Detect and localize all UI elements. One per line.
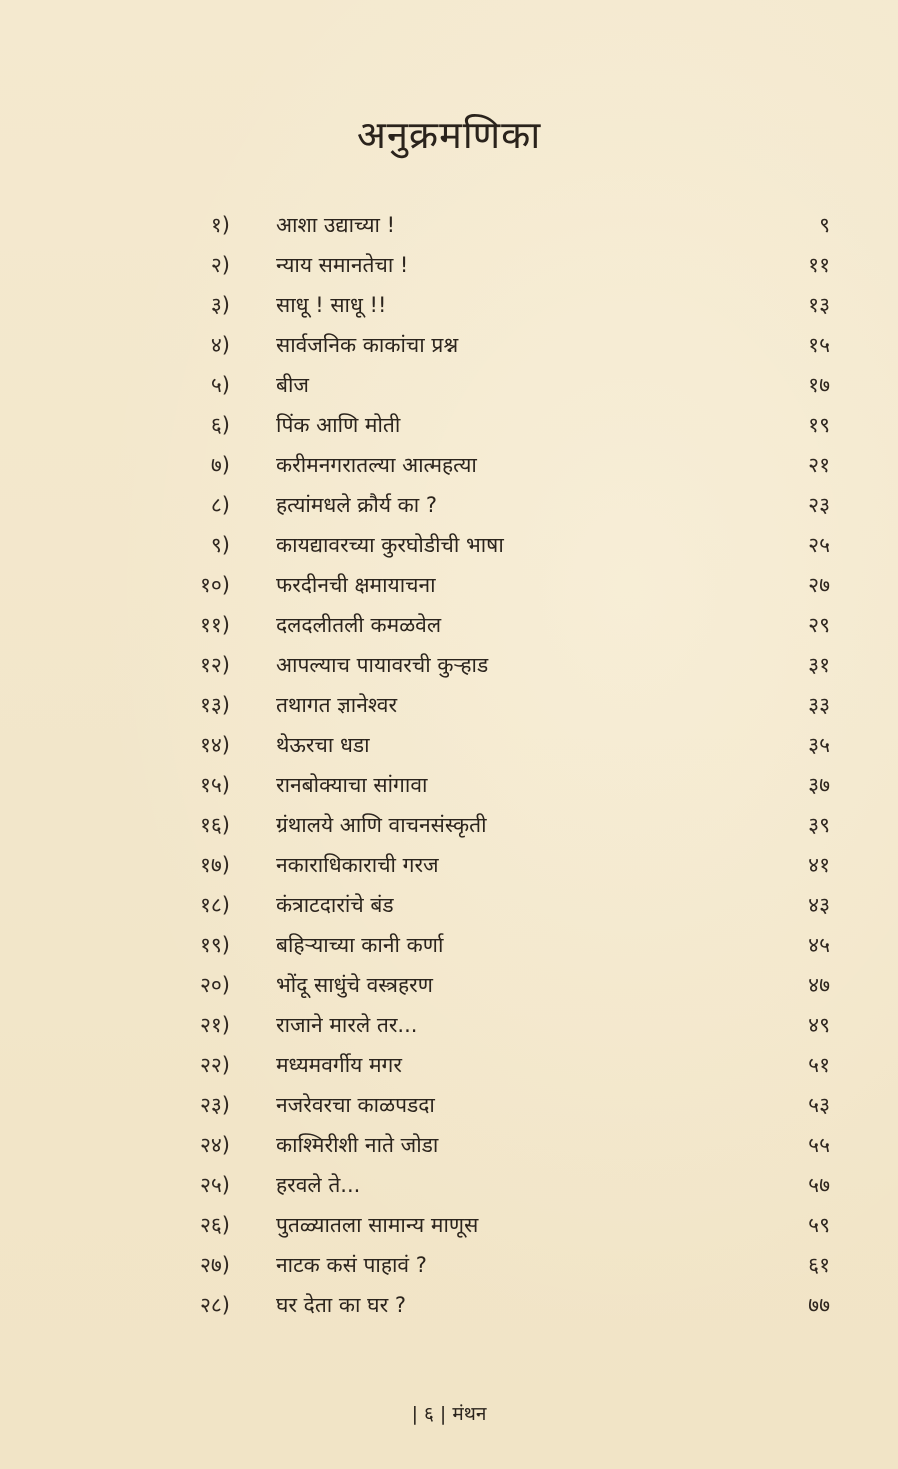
toc-page: ११: [808, 253, 830, 277]
toc-number: १५): [199, 773, 230, 797]
toc-page: २५: [808, 533, 830, 557]
toc-row: [0, 365, 898, 405]
toc-page: ४७: [808, 973, 830, 997]
toc-title: मध्यमवर्गीय मगर: [276, 1053, 402, 1077]
toc-title: नकाराधिकाराची गरज: [276, 853, 439, 877]
toc-number: २४): [199, 1133, 230, 1157]
toc-title: फरदीनची क्षमायाचना: [276, 573, 436, 597]
toc-page: ४१: [808, 853, 830, 877]
toc-title: भोंदू साधुंचे वस्त्रहरण: [276, 973, 433, 997]
toc-row: [0, 845, 898, 885]
toc-title: ग्रंथालये आणि वाचनसंस्कृती: [276, 813, 487, 837]
toc-row: [0, 1205, 898, 1245]
toc-number: १२): [199, 653, 230, 677]
toc-title: थेऊरचा धडा: [276, 733, 370, 757]
toc-row: [0, 1165, 898, 1205]
toc-row: [0, 405, 898, 445]
toc-page: १९: [808, 413, 830, 437]
toc-number: १६): [199, 813, 230, 837]
page-title: अनुक्रमणिका: [356, 113, 542, 157]
toc-title: सार्वजनिक काकांचा प्रश्न: [276, 333, 459, 357]
toc-title: कंत्राटदारांचे बंड: [276, 893, 394, 917]
toc-title: काश्मिरीशी नाते जोडा: [276, 1133, 439, 1157]
toc-number: २२): [199, 1053, 230, 1077]
toc-row: [0, 1245, 898, 1285]
toc-row: [0, 205, 898, 245]
toc-number: ७): [210, 453, 230, 477]
toc-title: बीज: [276, 373, 310, 397]
toc-row: [0, 725, 898, 765]
toc-title: न्याय समानतेचा !: [276, 253, 409, 277]
toc-title: तथागत ज्ञानेश्वर: [276, 693, 398, 717]
toc-page: २३: [808, 493, 830, 517]
toc-number: २५): [199, 1173, 230, 1197]
toc-page: ३३: [808, 693, 830, 717]
toc-row: [0, 1285, 898, 1325]
toc-page: ५१: [808, 1053, 830, 1077]
toc-title: पिंक आणि मोती: [276, 413, 401, 437]
toc-page: ५३: [808, 1093, 830, 1117]
toc-page: ३१: [808, 653, 830, 677]
toc-page: ७७: [808, 1293, 830, 1317]
toc-title: आशा उद्याच्या !: [276, 213, 396, 237]
toc-page: २१: [808, 453, 830, 477]
toc-page: ५७: [808, 1173, 830, 1197]
toc-row: [0, 485, 898, 525]
toc-number: २): [210, 253, 230, 277]
toc-row: [0, 1085, 898, 1125]
toc-page: ६१: [808, 1253, 830, 1277]
toc-number: १८): [199, 893, 230, 917]
toc-page: ५५: [808, 1133, 830, 1157]
toc-title: दलदलीतली कमळवेल: [276, 613, 442, 637]
toc-number: २७): [199, 1253, 230, 1277]
toc-row: [0, 245, 898, 285]
toc-title: साधू ! साधू !!: [276, 293, 387, 317]
toc-title: बहिऱ्याच्या कानी कर्णा: [276, 933, 444, 957]
toc-row: [0, 325, 898, 365]
toc-page: ३७: [808, 773, 830, 797]
toc-row: [0, 525, 898, 565]
toc-title: रानबोक्याचा सांगावा: [276, 773, 428, 797]
toc-title: हत्यांमधले क्रौर्य का ?: [276, 493, 438, 517]
toc-number: २८): [199, 1293, 230, 1317]
toc-number: १): [210, 213, 230, 237]
toc-number: १४): [199, 733, 230, 757]
toc-title: हरवले ते...: [276, 1173, 361, 1197]
toc-row: [0, 885, 898, 925]
toc-page: २७: [808, 573, 830, 597]
toc-title: पुतळ्यातला सामान्य माणूस: [276, 1213, 479, 1237]
toc-row: [0, 1005, 898, 1045]
toc-title: नजरेवरचा काळपडदा: [276, 1093, 435, 1117]
toc-number: ४): [210, 333, 230, 357]
toc-row: [0, 925, 898, 965]
toc-page: ३५: [808, 733, 830, 757]
toc-page: १५: [808, 333, 830, 357]
toc-row: [0, 285, 898, 325]
toc-row: [0, 685, 898, 725]
toc-number: १०): [199, 573, 230, 597]
toc-row: [0, 805, 898, 845]
toc-row: [0, 605, 898, 645]
toc-title: घर देता का घर ?: [276, 1293, 406, 1317]
toc-number: २६): [199, 1213, 230, 1237]
toc-page: ४९: [808, 1013, 830, 1037]
toc-number: १७): [199, 853, 230, 877]
toc-row: [0, 965, 898, 1005]
toc-number: १९): [199, 933, 230, 957]
toc-number: ५): [210, 373, 230, 397]
toc-title: कायद्यावरच्या कुरघोडीची भाषा: [276, 533, 504, 557]
toc-row: [0, 565, 898, 605]
toc-page: ३९: [808, 813, 830, 837]
toc-page: १७: [808, 373, 830, 397]
toc-number: २०): [199, 973, 230, 997]
toc-page: ४५: [808, 933, 830, 957]
toc-number: २१): [199, 1013, 230, 1037]
toc-page: ५९: [808, 1213, 830, 1237]
toc-page: ४३: [808, 893, 830, 917]
toc-title: आपल्याच पायावरची कुऱ्हाड: [276, 653, 489, 677]
toc-number: ३): [210, 293, 230, 317]
toc-row: [0, 645, 898, 685]
toc-page: ९: [819, 213, 830, 237]
toc-number: ८): [210, 493, 230, 517]
toc-row: [0, 1045, 898, 1085]
page-footer: | ६ | मंथन: [411, 1403, 487, 1425]
table-of-contents: [0, 205, 898, 1325]
toc-row: [0, 765, 898, 805]
toc-title: राजाने मारले तर...: [276, 1013, 418, 1037]
toc-row: [0, 1125, 898, 1165]
toc-title: नाटक कसं पाहावं ?: [276, 1253, 427, 1277]
toc-number: ९): [210, 533, 230, 557]
toc-number: २३): [199, 1093, 230, 1117]
toc-number: ११): [199, 613, 230, 637]
toc-number: १३): [199, 693, 230, 717]
toc-title: करीमनगरातल्या आत्महत्या: [276, 453, 477, 477]
toc-page: २९: [808, 613, 830, 637]
toc-row: [0, 445, 898, 485]
toc-number: ६): [210, 413, 230, 437]
toc-page: १३: [808, 293, 830, 317]
